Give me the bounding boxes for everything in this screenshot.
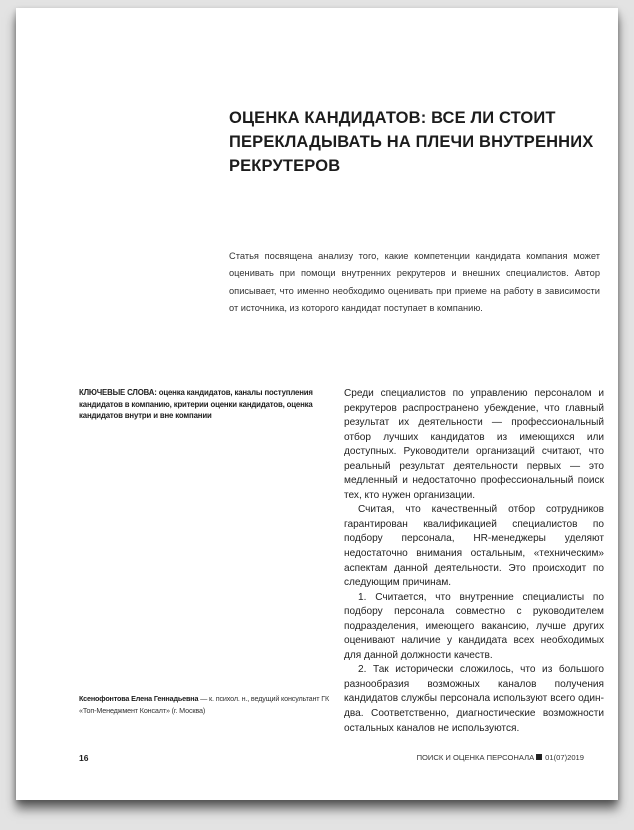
article-abstract: Статья посвящена анализу того, какие компетенции кандидата компания может оценивать при помощи внутренних рекрутеров и внешних специалистов. Автор описывает, что именно необходимо оценивать при приеме на работу в зависимости от источника, из которого кандидат поступает в компанию. xyxy=(229,251,600,313)
issue-number: 01(07)2019 xyxy=(545,753,584,762)
author-credentials: — к. психол. н., ведущий консультант ГК «Топ-Менеджмент Консалт» (г. Москва) xyxy=(79,694,330,715)
running-footer xyxy=(417,753,584,762)
body-paragraph: Среди специалистов по управлению персоналом и рекрутеров распространено убеждение, что главный результат их деятельности — профессиональный отбор лучших кандидатов из имеющихся или доступных. Руководители организаций считают, что реальный результат деятельности первых — это медленный и недостаточно профессиональный поиск тех, кто нужен организации. xyxy=(344,388,604,501)
author-name: Ксенофонтова Елена Геннадьевна xyxy=(79,694,199,703)
square-separator-icon xyxy=(536,754,542,760)
journal-name: ПОИСК И ОЦЕНКА ПЕРСОНАЛА xyxy=(416,753,535,762)
author-info xyxy=(79,693,344,717)
body-paragraph: 2. Так исторически сложилось, что из большого разнообразия возможных каналов получения кандидатов службы персонала используют всего один-два. Соответственно, диагностические возможности остальных каналов не используются. xyxy=(344,664,604,734)
keywords-label: КЛЮЧЕВЫЕ СЛОВА: xyxy=(79,388,157,397)
body-paragraph: Считая, что качественный отбор сотрудников гарантирован квалификацией специалистов по подбору персонала, HR-менеджеры уделяют недостаточно внимания остальным, «техническим» аспектам данной деятельности. Это происходит по следующим причинам. xyxy=(344,504,604,589)
article-body xyxy=(344,387,604,736)
body-paragraph: 1. Считается, что внутренние специалисты по подбору персонала совместно с руководителем подразделения, имеющего вакансию, лучше других оценивают наличие у кандидата всех необходимых для данной должности качеств. xyxy=(344,591,604,661)
keywords-text: оценка кандидатов, каналы поступления кандидатов в компанию, критерии оценки кандидатов, оценка кандидатов внутри и вне компании xyxy=(79,388,313,421)
keywords-block xyxy=(79,387,339,422)
page-number: 16 xyxy=(79,753,89,763)
article-title: ОЦЕНКА КАНДИДАТОВ: ВСЕ ЛИ СТОИТ ПЕРЕКЛАДЫВАТЬ НА ПЛЕЧИ ВНУТРЕННИХ РЕКРУТЕРОВ xyxy=(229,109,594,175)
document-page xyxy=(16,8,618,800)
